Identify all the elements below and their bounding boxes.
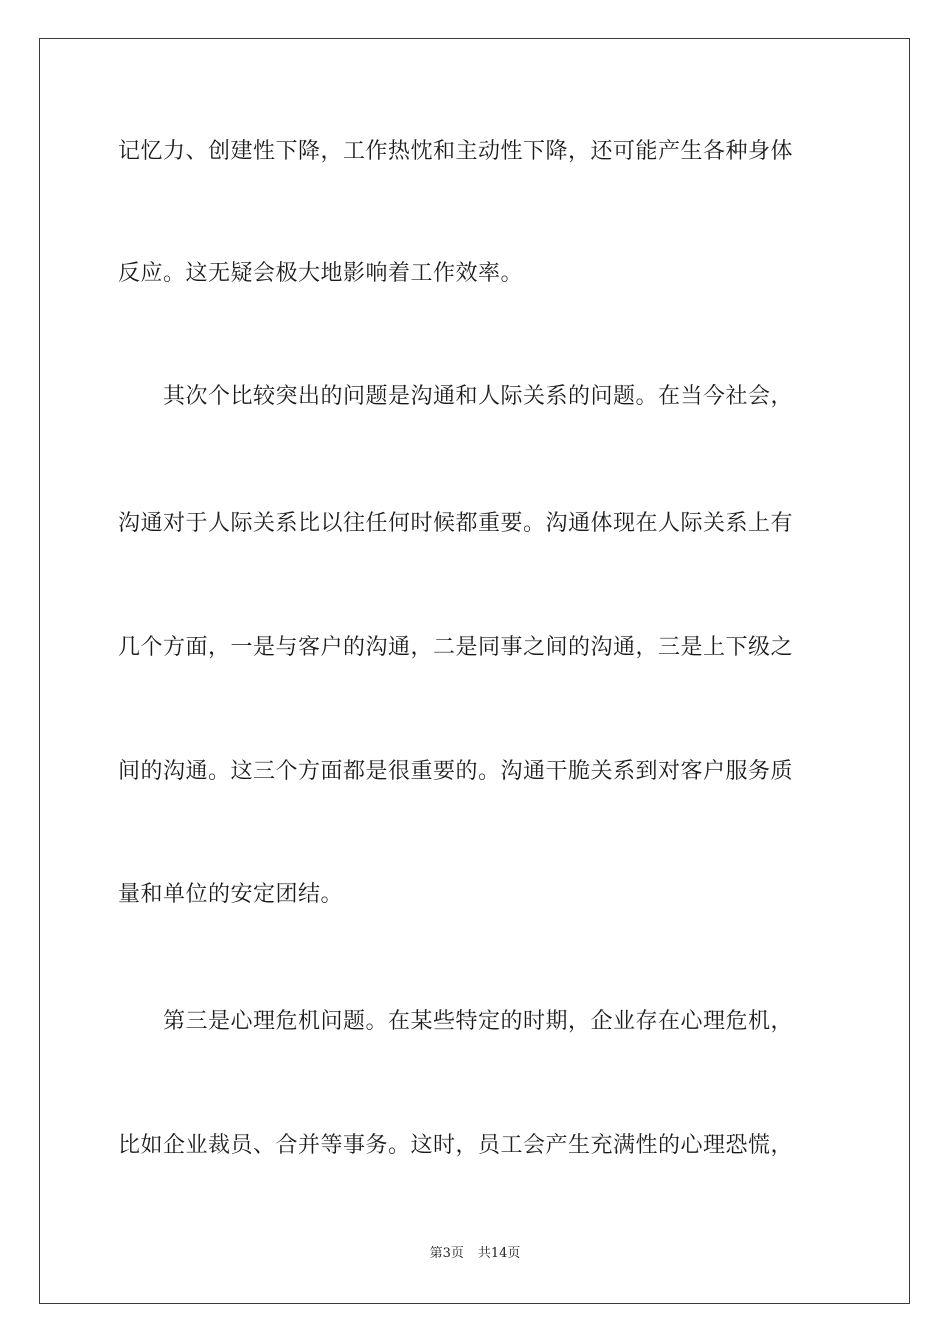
body-text-line: 第三是心理危机问题。在某些特定的时期，企业存在心理危机， [118,1009,794,1034]
page-border [39,38,910,1304]
body-text-line: 记忆力、创建性下降，工作热忱和主动性下降，还可能产生各种身体 [118,139,794,164]
body-text-line: 几个方面，一是与客户的沟通，二是同事之间的沟通，三是上下级之 [118,635,794,660]
body-text-line: 比如企业裁员、合并等事务。这时，员工会产生充满性的心理恐慌， [118,1133,794,1158]
body-text-line: 间的沟通。这三个方面都是很重要的。沟通干脆关系到对客户服务质 [118,759,794,784]
page-total: 共14页 [477,1246,521,1261]
body-text-line: 其次个比较突出的问题是沟通和人际关系的问题。在当今社会， [118,384,794,409]
page-footer [0,1245,950,1263]
body-text-line: 反应。这无疑会极大地影响着工作效率。 [118,261,524,286]
body-text-line: 沟通对于人际关系比以往任何时候都重要。沟通体现在人际关系上有 [118,511,794,536]
page-number: 第3页 [429,1246,464,1261]
body-text-line: 量和单位的安定团结。 [118,882,344,907]
